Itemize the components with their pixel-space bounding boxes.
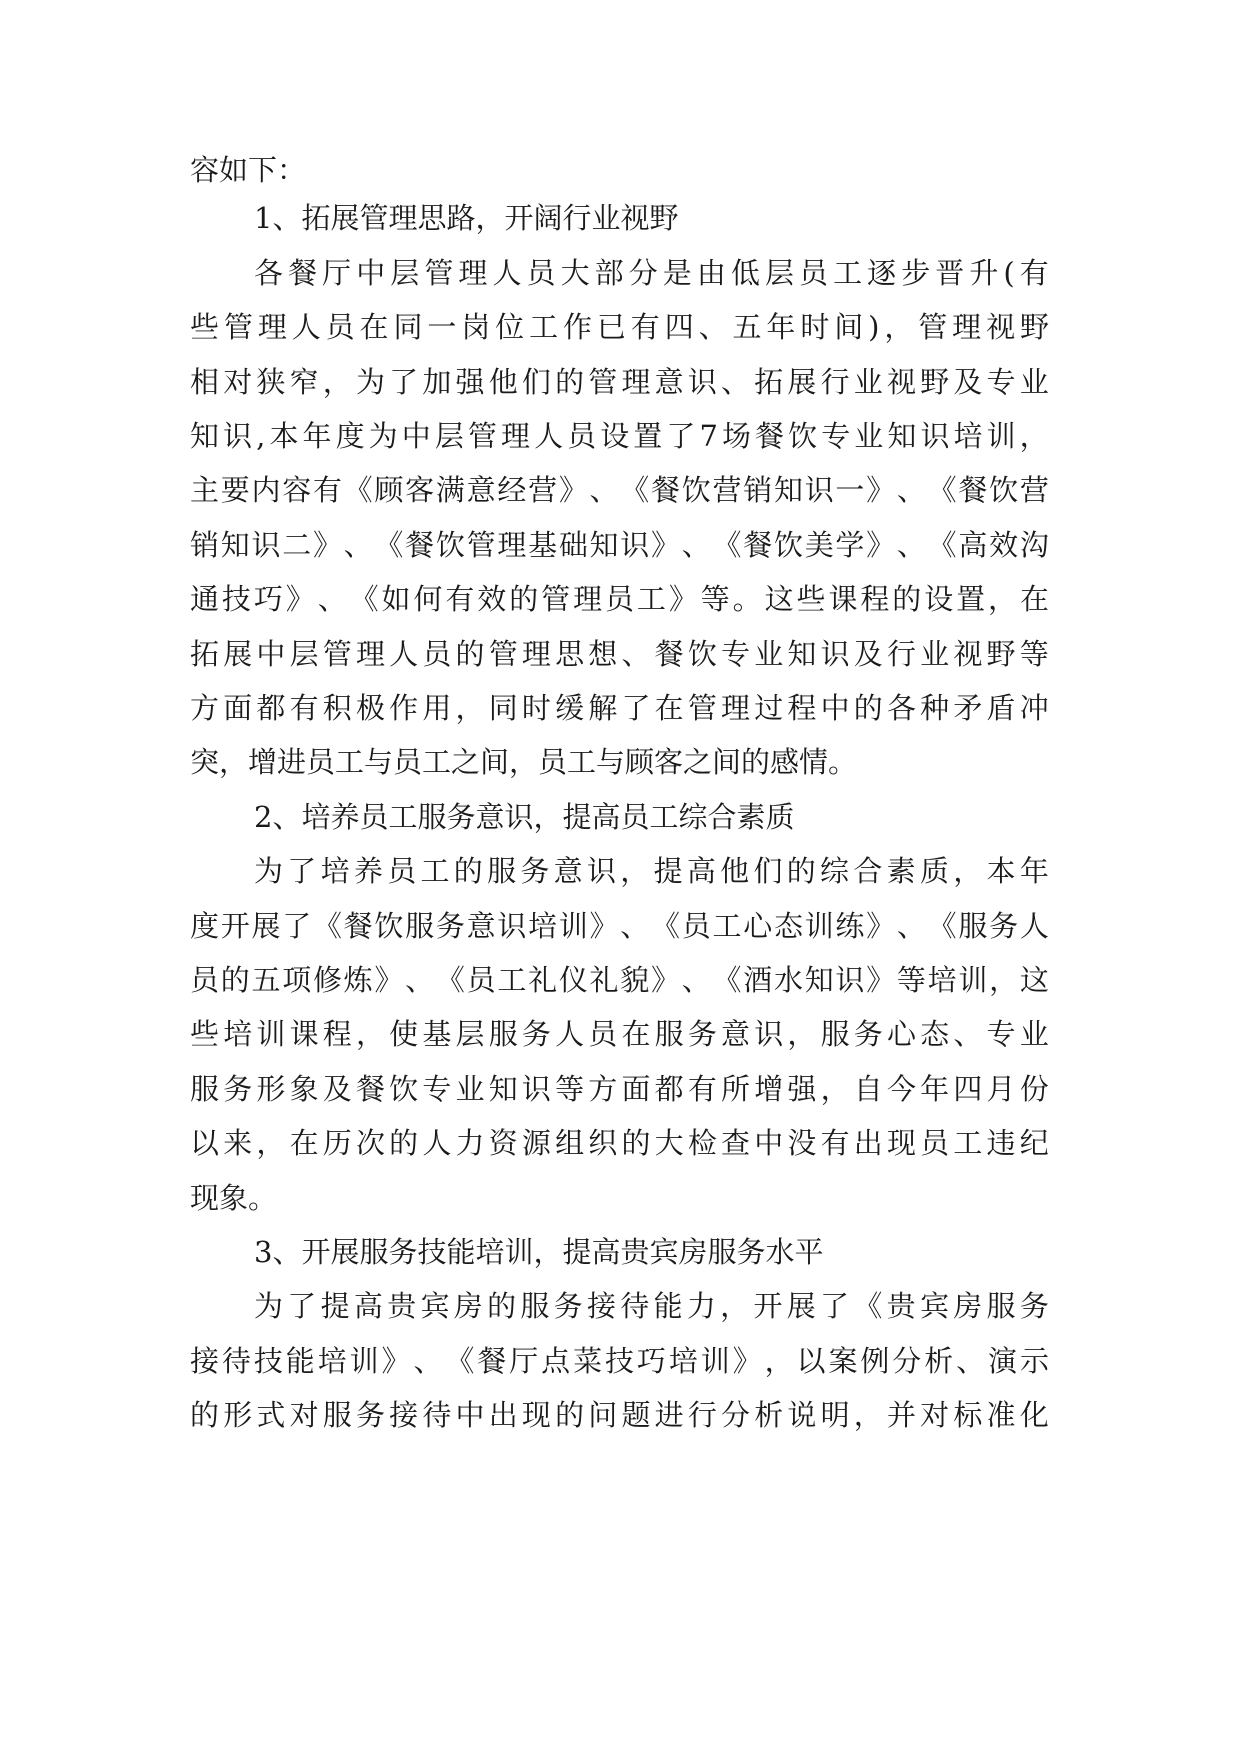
- text-line: 为 了 培 养 员 工 的 服 务 意 识 ， 提 高 他 们 的 综 合 素 质 ， 本 年: [254, 854, 1049, 888]
- text-line: 容如下：: [190, 153, 307, 187]
- text-line: 拓 展 中 层 管 理 人 员 的 管 理 思 想 、 餐 饮 专 业 知 识 及 行 业 视 野 等: [190, 637, 1049, 671]
- text-line: 各 餐 厅 中 层 管 理 人 员 大 部 分 是 由 低 层 员 工 逐 步 晋 升 ( 有: [254, 256, 1049, 290]
- text-line: 销 知 识 二 》 、 《 餐 饮 管 理 基 础 知 识 》 、 《 餐 饮 美 学 》 、 《 高 效 沟: [190, 528, 1049, 562]
- text-line: 员 的 五 项 修 炼 》 、 《 员 工 礼 仪 礼 貌 》 、 《 酒 水 知 识 》 等 培 训 ， 这: [190, 963, 1049, 997]
- text-line: 的 形 式 对 服 务 接 待 中 出 现 的 问 题 进 行 分 析 说 明 ， 并 对 标 准 化: [190, 1398, 1049, 1432]
- text-line: 通 技 巧 》 、 《 如 何 有 效 的 管 理 员 工 》 等 。 这 些 课 程 的 设 置 ， 在: [190, 582, 1049, 616]
- text-line: 知 识 , 本 年 度 为 中 层 管 理 人 员 设 置 了 7 场 餐 饮 专 业 知 识 培 训 ，: [190, 419, 1049, 453]
- text-line: 相 对 狭 窄 ， 为 了 加 强 他 们 的 管 理 意 识 、 拓 展 行 业 视 野 及 专 业: [190, 365, 1049, 399]
- text-line: 些 管 理 人 员 在 同 一 岗 位 工 作 已 有 四 、 五 年 时 间 ) ， 管 理 视 野: [190, 310, 1049, 344]
- section-heading: 1、拓展管理思路，开阔行业视野: [254, 201, 679, 235]
- text-line: 方 面 都 有 积 极 作 用 ， 同 时 缓 解 了 在 管 理 过 程 中 的 各 种 矛 盾 冲: [190, 691, 1049, 725]
- text-line: 些 培 训 课 程 ， 使 基 层 服 务 人 员 在 服 务 意 识 ， 服 务 心 态 、 专 业: [190, 1017, 1049, 1051]
- text-line: 度 开 展 了 《 餐 饮 服 务 意 识 培 训 》 、 《 员 工 心 态 训 练 》 、 《 服 务 人: [190, 909, 1049, 943]
- text-line: 接 待 技 能 培 训 》 、 《 餐 厅 点 菜 技 巧 培 训 》 ， 以 案 例 分 析 、 演 示: [190, 1344, 1049, 1378]
- text-line: 服 务 形 象 及 餐 饮 专 业 知 识 等 方 面 都 有 所 增 强 ， 自 今 年 四 月 份: [190, 1072, 1049, 1106]
- section-heading: 2、培养员工服务意识，提高员工综合素质: [254, 800, 795, 834]
- text-line: 现象。: [190, 1181, 278, 1215]
- text-line: 突，增进员工与员工之间，员工与顾客之间的感情。: [190, 745, 858, 779]
- text-line: 主 要 内 容 有 《 顾 客 满 意 经 营 》 、 《 餐 饮 营 销 知 识 一 》 、 《 餐 饮 营: [190, 473, 1049, 507]
- section-heading: 3、开展服务技能培训，提高贵宾房服务水平: [254, 1235, 824, 1269]
- text-line: 为 了 提 高 贵 宾 房 的 服 务 接 待 能 力 ， 开 展 了 《 贵 宾 房 服 务: [254, 1289, 1049, 1323]
- text-line: 以 来 ， 在 历 次 的 人 力 资 源 组 织 的 大 检 查 中 没 有 出 现 员 工 违 纪: [190, 1126, 1049, 1160]
